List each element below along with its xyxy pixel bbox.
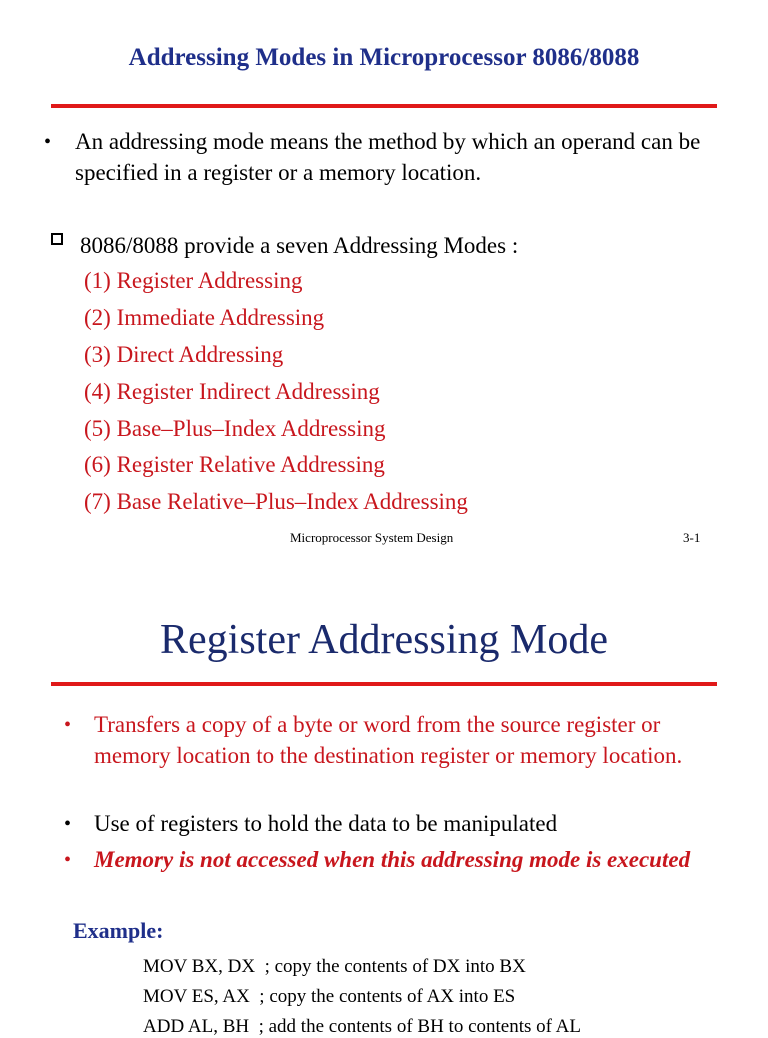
footer-title: Microprocessor System Design xyxy=(290,530,454,545)
slide-register-addressing xyxy=(0,570,768,1037)
list-item: (3) Direct Addressing xyxy=(84,342,284,367)
bullet-icon: • xyxy=(44,131,52,153)
slide-title: Register Addressing Mode xyxy=(160,617,608,663)
bullet-icon: • xyxy=(64,849,72,871)
page-number: 3-1 xyxy=(683,530,701,545)
list-item: (6) Register Relative Addressing xyxy=(84,452,385,477)
bullet-icon: • xyxy=(64,813,72,835)
modes-intro: 8086/8088 provide a seven Addressing Modes : xyxy=(80,233,519,258)
title-underline xyxy=(51,682,717,686)
list-item: (7) Base Relative–Plus–Index Addressing xyxy=(84,489,468,514)
list-item: (1) Register Addressing xyxy=(84,268,303,293)
list-item: (2) Immediate Addressing xyxy=(84,305,325,330)
code-line: MOV BX, DX ; copy the contents of DX into BX xyxy=(143,956,526,977)
intro-text: An addressing mode means the method by which an operand can be specified in a register or a memory location. xyxy=(75,129,701,185)
list-item: (4) Register Indirect Addressing xyxy=(84,379,380,404)
slide-title: Addressing Modes in Microprocessor 8086/8088 xyxy=(128,44,640,71)
bullet-icon: • xyxy=(64,714,72,736)
example-label: Example: xyxy=(73,918,164,943)
code-line: ADD AL, BH ; add the contents of BH to contents of AL xyxy=(143,1016,582,1037)
code-line: MOV ES, AX ; copy the contents of AX into ES xyxy=(143,986,516,1007)
list-item: (5) Base–Plus–Index Addressing xyxy=(84,416,386,441)
bullet-text: Transfers a copy of a byte or word from the source register or memory location to the destination register or memory location. xyxy=(94,712,683,768)
bullet-text: Memory is not accessed when this addressing mode is executed xyxy=(94,847,691,872)
checkbox-bullet-icon xyxy=(51,233,63,245)
bullet-text: Use of registers to hold the data to be manipulated xyxy=(94,811,558,836)
title-underline xyxy=(51,104,717,108)
